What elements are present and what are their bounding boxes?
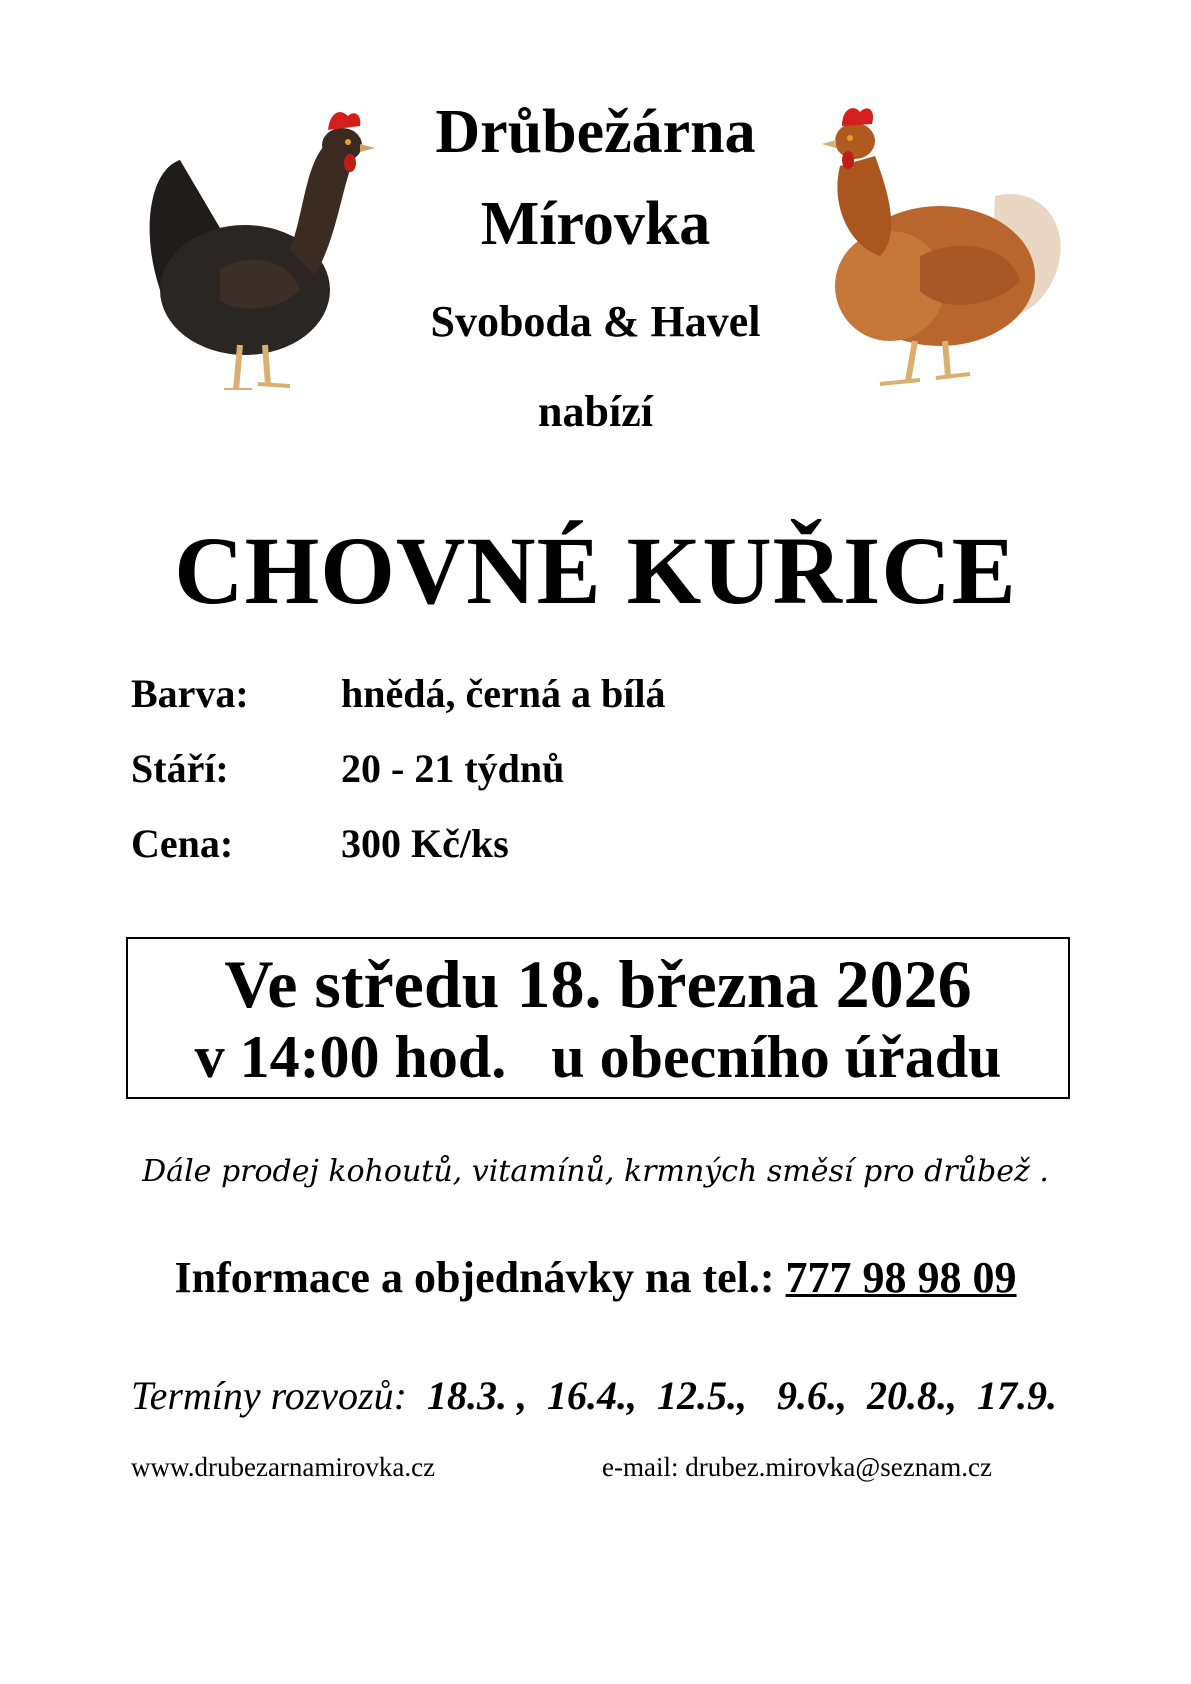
email-address[interactable]: e-mail: drubez.mirovka@seznam.cz	[602, 1452, 992, 1482]
company-name-line1: Drůbežárna	[435, 98, 756, 166]
phone-number[interactable]: 777 98 98 09	[785, 1253, 1017, 1302]
spec-value: 300 Kč/ks	[341, 821, 509, 866]
event-box	[126, 937, 1070, 1099]
delivery-terms	[131, 1372, 1057, 1419]
event-time-place: v 14:00 hod. u obecního úřadu	[194, 1024, 1002, 1090]
owners: Svoboda & Havel	[430, 297, 761, 346]
additional-products: Dále prodej kohoutů, vitamínů, krmných směsí pro drůbež .	[142, 1154, 1049, 1189]
contact-label: Informace a objednávky na tel.:	[174, 1253, 786, 1302]
offers-text: nabízí	[538, 387, 653, 436]
website-link[interactable]: www.drubezarnamirovka.cz	[131, 1452, 436, 1482]
terms-label: Termíny rozvozů:	[131, 1373, 407, 1418]
spec-label: Stáří:	[131, 746, 229, 791]
spec-row-age	[131, 745, 564, 792]
spec-label: Barva:	[131, 671, 249, 716]
contact-info	[0, 1252, 1191, 1303]
spec-value: 20 - 21 týdnů	[341, 746, 565, 791]
spec-value: hnědá, černá a bílá	[341, 671, 666, 716]
spec-label: Cena:	[131, 821, 234, 866]
spec-row-color	[131, 670, 665, 717]
spec-row-price	[131, 820, 509, 867]
headline: CHOVNÉ KUŘICE	[174, 517, 1017, 624]
terms-dates: 18.3. , 16.4., 12.5., 9.6., 20.8., 17.9.	[406, 1373, 1057, 1418]
company-name-line2: Mírovka	[480, 190, 711, 258]
event-date: Ve středu 18. března 2026	[224, 946, 972, 1022]
